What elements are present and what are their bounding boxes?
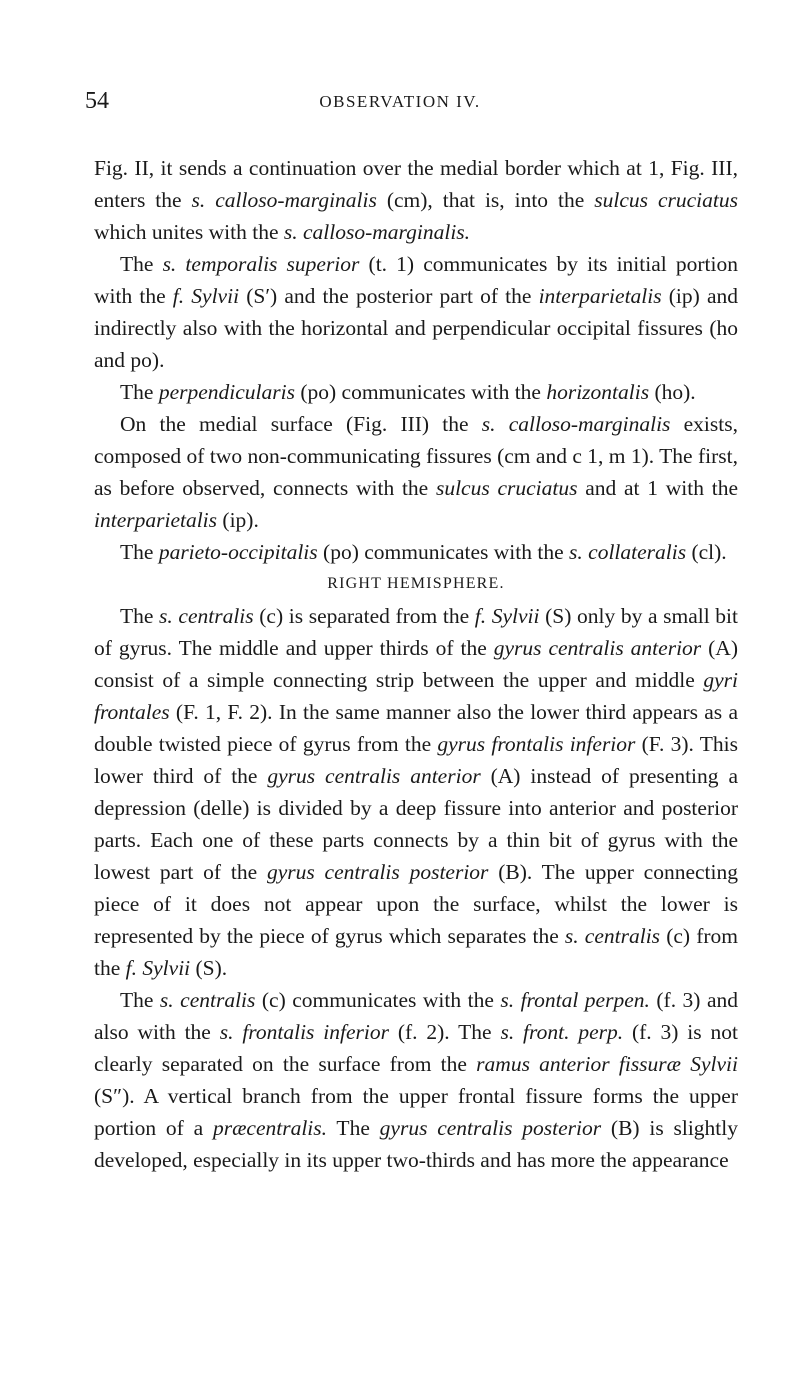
- page-number: 54: [85, 88, 109, 114]
- page-header: [0, 88, 800, 114]
- section-heading: RIGHT HEMISPHERE.: [327, 575, 505, 592]
- paragraph-temporalis: The s. temporalis superior (t. 1) communicates by its initial portion with the f. Sylvii (S′) and the posterior part of the interparietalis (ip) and indirectly also with the horizontal and perpendicular occipital fissures (ho and po).: [94, 252, 738, 372]
- paragraph-medial-surface: On the medial surface (Fig. III) the s. calloso-marginalis exists, composed of two non-communicating fissures (cm and c 1, m 1). The first, as before observed, connects with the sulcus cruciatus and at 1 with the interparietalis (ip).: [94, 412, 738, 532]
- paragraph-parieto-occipitalis: The parieto-occipitalis (po) communicates with the s. collateralis (cl).: [120, 540, 727, 564]
- running-head: OBSERVATION IV.: [319, 92, 481, 111]
- paragraph-continuation: Fig. II, it sends a continuation over the medial border which at 1, Fig. III, enters the s. calloso-marginalis (cm), that is, into the sulcus cruciatus which unites with the s. calloso-marginalis.: [94, 156, 738, 244]
- paragraph-perpendicularis: The perpendicularis (po) communicates with the horizontalis (ho).: [120, 380, 696, 404]
- paragraph-centralis: The s. centralis (c) is separated from the f. Sylvii (S) only by a small bit of gyrus. The middle and upper thirds of the gyrus centralis anterior (A) consist of a simple connecting strip between the upper and middle gyri frontales (F. 1, F. 2). In the same manner also the lower third appears as a double twisted piece of gyrus from the gyrus frontalis inferior (F. 3). This lower third of the gyrus centralis anterior (A) instead of presenting a depression (delle) is divided by a deep fissure into anterior and posterior parts. Each one of these parts connects by a thin bit of gyrus with the lowest part of the gyrus centralis posterior (B). The upper connecting piece of it does not appear upon the surface, whilst the lower is represented by the piece of gyrus which separates the s. centralis (c) from the f. Sylvii (S).: [94, 604, 739, 980]
- body-text: [94, 152, 738, 1176]
- paragraph-centralis-communicates: The s. centralis (c) communicates with the s. frontal perpen. (f. 3) and also with the s. frontalis inferior (f. 2). The s. front. perp. (f. 3) is not clearly separated on the surface from the ramus anterior fissuræ Sylvii (S″). A vertical branch from the upper frontal fissure forms the upper portion of a præcentralis. The gyrus centralis posterior (B) is slightly developed, especially in its upper two-thirds and has more the appearance: [94, 988, 739, 1172]
